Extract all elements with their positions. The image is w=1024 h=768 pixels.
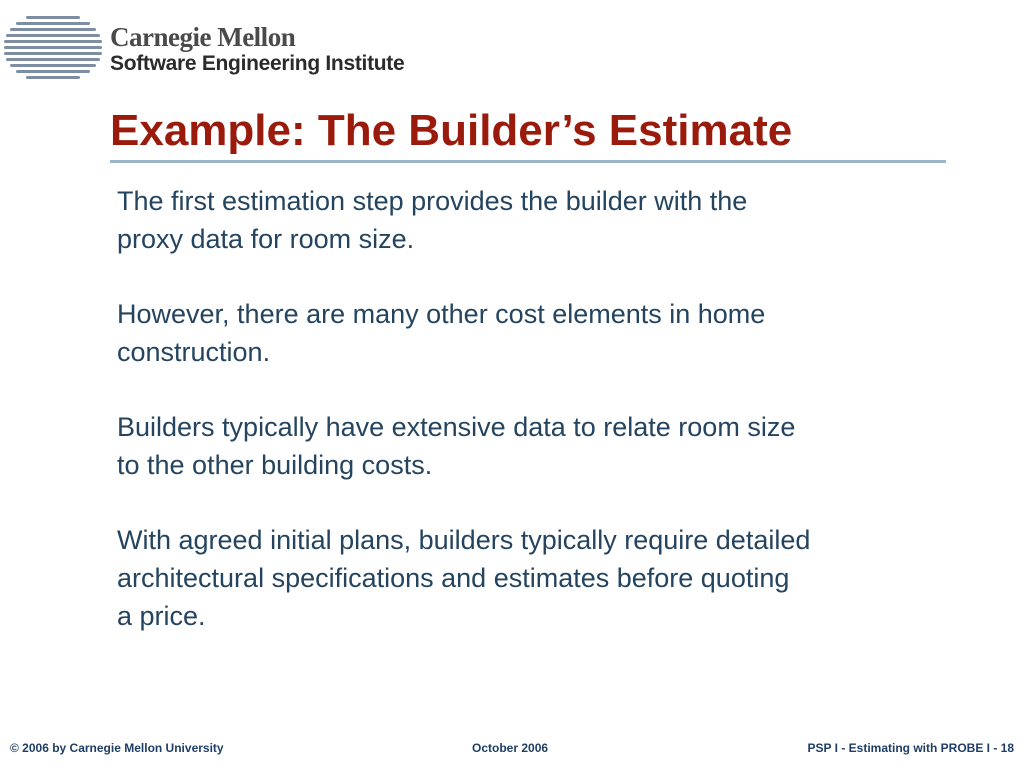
paragraph-3-line-2: to the other building costs. bbox=[117, 450, 433, 480]
title-divider bbox=[110, 160, 946, 163]
paragraph-2-line-2: construction. bbox=[117, 337, 271, 367]
paragraph-1-line-1: The first estimation step provides the builder with the bbox=[117, 186, 748, 216]
paragraph-2-line-1: However, there are many other cost elements in home bbox=[117, 299, 766, 329]
paragraph-4-line-3: a price. bbox=[117, 601, 206, 631]
paragraph-4-line-1: With agreed initial plans, builders typically require detailed bbox=[117, 525, 811, 555]
slide-title: Example: The Builder’s Estimate bbox=[110, 106, 793, 155]
body-paragraph-2 bbox=[117, 295, 947, 371]
footer-copyright: © 2006 by Carnegie Mellon University bbox=[10, 741, 224, 755]
sei-stripes-logo-icon bbox=[4, 16, 102, 80]
institute-name: Software Engineering Institute bbox=[110, 52, 405, 75]
slide-body bbox=[117, 182, 947, 672]
body-paragraph-1 bbox=[117, 182, 947, 258]
body-paragraph-4 bbox=[117, 521, 947, 635]
footer-date: October 2006 bbox=[472, 741, 549, 755]
footer-page-label: PSP I - Estimating with PROBE I - 18 bbox=[807, 741, 1014, 755]
paragraph-4-line-2: architectural specifications and estimates before quoting bbox=[117, 563, 790, 593]
org-name: Carnegie Mellon bbox=[110, 22, 296, 52]
body-paragraph-3 bbox=[117, 408, 947, 484]
paragraph-1-line-2: proxy data for room size. bbox=[117, 224, 415, 254]
paragraph-3-line-1: Builders typically have extensive data to relate room size bbox=[117, 412, 796, 442]
